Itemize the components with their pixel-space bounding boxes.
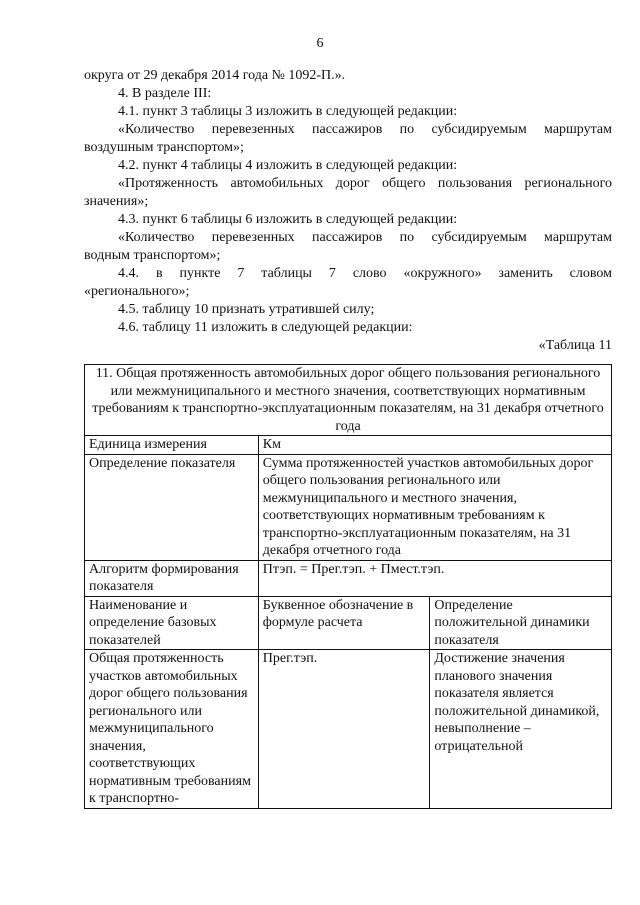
table-row	[85, 650, 612, 809]
text-line: «Количество перевезенных пассажиров по субсидируемым маршрутам	[118, 122, 612, 137]
column-header: Буквенное обозначение в формуле расчета	[258, 596, 430, 650]
text-line: «регионального»;	[84, 284, 190, 299]
indicator-table	[84, 364, 612, 809]
column-header: Наименование и определение базовых показателей	[85, 596, 259, 650]
definition-label: Определение показателя	[85, 454, 259, 560]
table-header: 11. Общая протяженность автомобильных дорог общего пользования регионального или межмуниципального и местного значения, соответствующих нормативным требованиям к транспортно-эксплуатационным показателям, на 31 декабря отчетного года	[85, 365, 612, 436]
text-line: 4.4. в пункте 7 таблицы 7 слово «окружного» заменить словом	[118, 266, 612, 281]
table-cell: Прег.тэп.	[258, 650, 430, 809]
text-line: водным транспортом»;	[84, 248, 221, 263]
text-line: «Протяженность автомобильных дорог общего пользования регионального	[118, 176, 612, 191]
text-line: воздушным транспортом»;	[84, 140, 244, 155]
column-header: Определение положительной динамики показателя	[430, 596, 612, 650]
unit-value: Км	[258, 436, 611, 455]
table-row	[85, 560, 612, 596]
table-row	[85, 365, 612, 436]
text-line: 4. В разделе III:	[118, 86, 212, 101]
text-line: округа от 29 декабря 2014 года № 1092-П.».	[84, 68, 346, 83]
table-row	[85, 436, 612, 455]
text-line: 4.2. пункт 4 таблицы 4 изложить в следующей редакции:	[118, 158, 458, 173]
table-caption: «Таблица 11	[538, 338, 612, 353]
text-line: 4.1. пункт 3 таблицы 3 изложить в следующей редакции:	[118, 104, 458, 119]
text-line: 4.6. таблицу 11 изложить в следующей редакции:	[118, 320, 413, 335]
table-row	[85, 596, 612, 650]
text-line: 4.5. таблицу 10 признать утратившей силу;	[118, 302, 375, 317]
table-cell: Достижение значения планового значения показателя является положительной динамикой, невыполнение – отрицательной	[430, 650, 612, 809]
algorithm-label: Алгоритм формирования показателя	[85, 560, 259, 596]
algorithm-value: Птэп. = Прег.тэп. + Пмест.тэп.	[258, 560, 611, 596]
unit-label: Единица измерения	[85, 436, 259, 455]
definition-value: Сумма протяженностей участков автомобильных дорог общего пользования регионального или межмуниципального и местного значения, соответствующих нормативным требованиям к транспортно-эксплуатационным показателям, на 31 декабря отчетного года	[258, 454, 611, 560]
text-line: значения»;	[84, 194, 149, 209]
page-number: 6	[316, 36, 324, 51]
text-line: «Количество перевезенных пассажиров по субсидируемым маршрутам	[118, 230, 612, 245]
table-row	[85, 454, 612, 560]
text-line: 4.3. пункт 6 таблицы 6 изложить в следующей редакции:	[118, 212, 458, 227]
table-cell: Общая протяженность участков автомобильных дорог общего пользования регионального или межмуниципального значения, соответствующих нормативным требованиям к транспортно-	[85, 650, 259, 809]
